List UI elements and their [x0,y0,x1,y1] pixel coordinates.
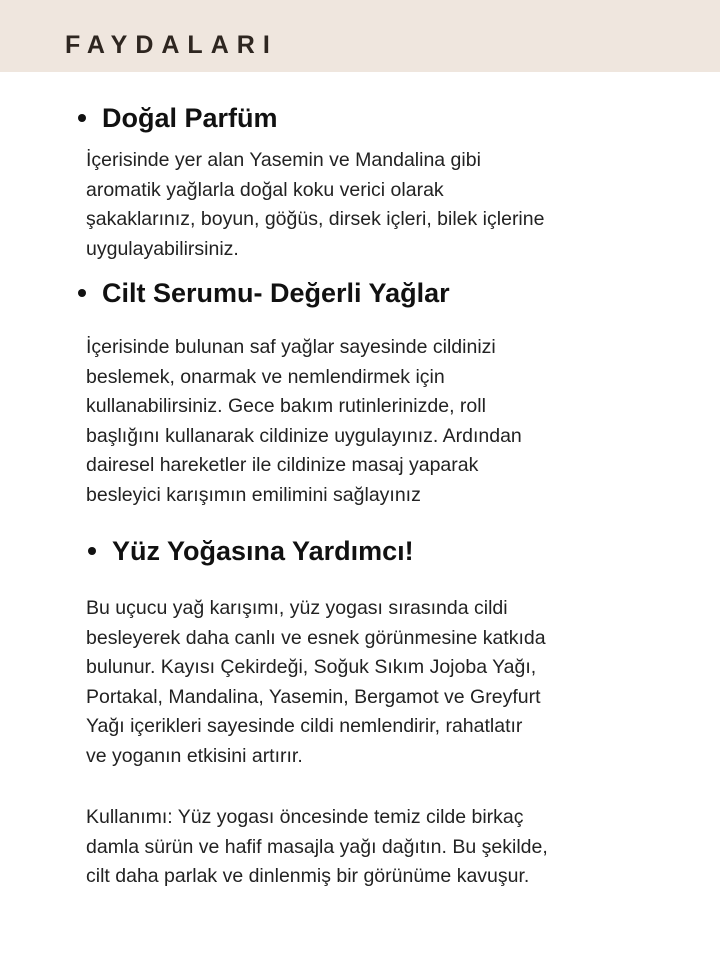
section-heading-text: Cilt Serumu- Değerli Yağlar [102,278,450,308]
header-banner [0,0,720,72]
text-line: Kullanımı: Yüz yogası öncesinde temiz cilde birkaç [86,806,524,828]
text-line: kullanabilirsiniz. Gece bakım rutinlerinizde, roll [86,395,486,417]
text-line: uygulayabilirsiniz. [86,237,239,260]
section-description [86,594,646,771]
text-line: beslemek, onarmak ve nemlendirmek için [86,365,445,388]
text-line: başlığını kullanarak cildinize uygulayınız. Ardından [86,424,522,447]
text-line: Yağı içerikleri sayesinde cildi nemlendirir, rahatlatır [86,715,523,737]
bullet-icon [88,547,96,555]
text-line: Portakal, Mandalina, Yasemin, Bergamot ve Greyfurt [86,685,541,708]
text-line: cilt daha parlak ve dinlenmiş bir görünüme kavuşur. [86,865,530,887]
section-description [86,333,646,510]
text-line: aromatik yağlarla doğal koku verici olarak [86,178,444,201]
text-line: dairesel hareketler ile cildinize masaj yaparak [86,454,479,476]
text-line: besleyici karışımın emilimini sağlayınız [86,483,421,506]
text-line: besleyerek daha canlı ve esnek görünmesine katkıda [86,626,546,649]
text-line: damla sürün ve hafif masajla yağı dağıtın. Bu şekilde, [86,835,548,858]
bullet-icon [78,114,86,122]
section-heading [78,101,278,135]
text-line: Bu uçucu yağ karışımı, yüz yogası sırasında cildi [86,597,508,619]
text-line: bulunur. Kayısı Çekirdeği, Soğuk Sıkım Jojoba Yağı, [86,656,537,678]
usage-instructions [86,803,646,892]
page-title: FAYDALARI [65,31,278,59]
text-line: şakaklarınız, boyun, göğüs, dirsek içleri, bilek içlerine [86,208,545,230]
bullet-icon [78,289,86,297]
section-heading [88,534,414,568]
section-heading-text: Yüz Yoğasına Yardımcı! [112,536,414,566]
section-heading [78,276,450,310]
text-line: İçerisinde yer alan Yasemin ve Mandalina gibi [86,149,481,171]
section-heading-text: Doğal Parfüm [102,103,278,133]
section-description [86,146,646,264]
text-line: ve yoganın etkisini artırır. [86,744,303,767]
text-line: İçerisinde bulunan saf yağlar sayesinde cildinizi [86,336,496,358]
